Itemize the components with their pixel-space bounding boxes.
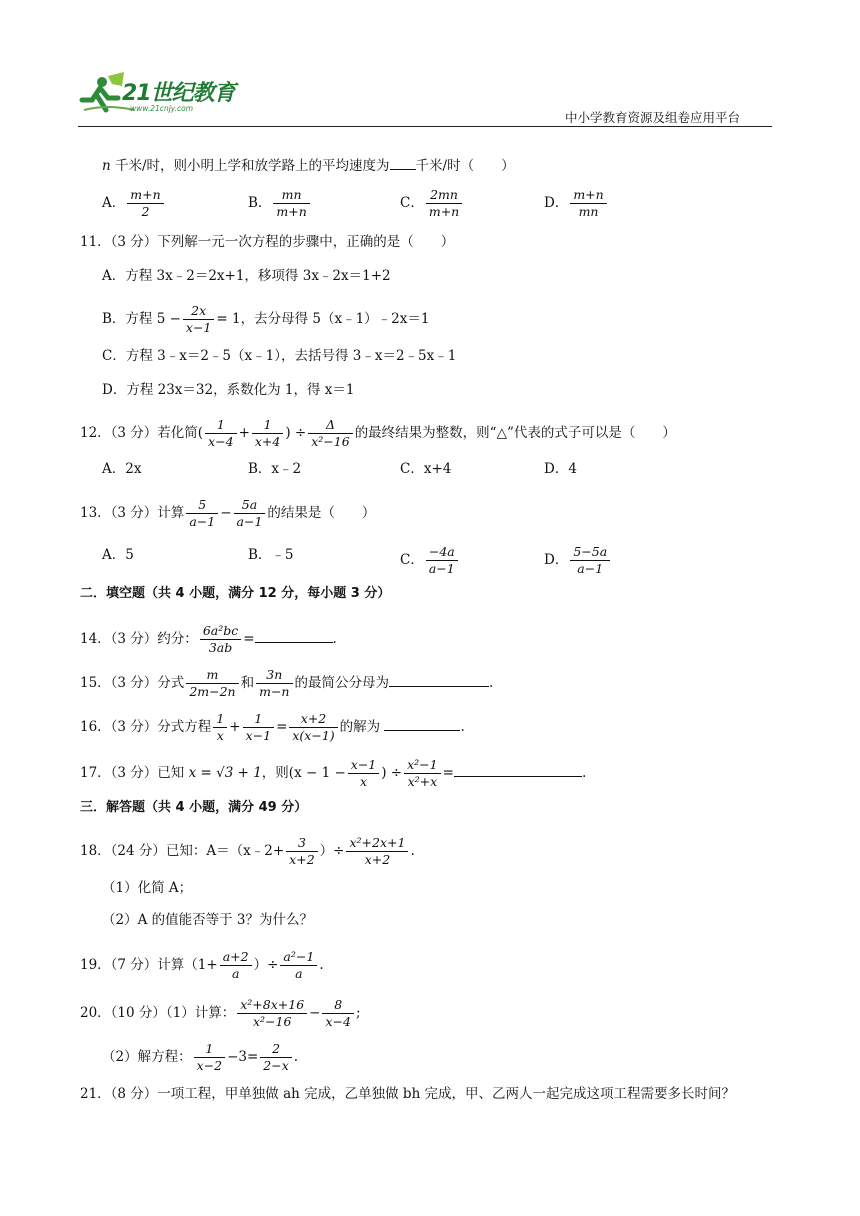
q13-option-a[interactable]: A．5 bbox=[102, 547, 134, 563]
q10-option-b[interactable]: B． $\frac{mn}{m+n}$ bbox=[248, 188, 312, 219]
header-divider bbox=[78, 126, 772, 127]
q21: 21．（8 分）一项工程，甲单独做 ah 完成，乙单独做 bh 完成，甲、乙两人一起完成这项工程需要多长时间？ bbox=[80, 1086, 736, 1102]
q16: 16．（3 分）分式方程 $\frac{1}{x}$ + $\frac{1}{x-1}$ = $\frac{x+2}{x(x-1)}$ 的解为 . bbox=[80, 711, 465, 743]
q12-stem: 12．（3 分）若化简( $\frac{1}{x-4}$ + $\frac{1}{x+4}$ ) ÷ $\frac{\Delta}{\text{x²−16}}$ 的最终结果为整数，则“△”代表的式子可以是（ ） bbox=[80, 417, 676, 449]
q10-option-a[interactable]: A． $\frac{m+n}{2}$ bbox=[102, 188, 166, 219]
q13-option-c[interactable]: C． $\frac{-4a}{a-1}$ bbox=[400, 545, 460, 576]
q11-option-b[interactable]: B．方程 5 − $\frac{2x}{x-1}$ = 1，去分母得 5（x﹣1）﹣2x＝1 bbox=[102, 303, 430, 335]
q11-option-a[interactable]: A．方程 3x﹣2＝2x+1，移项得 3x﹣2x＝1+2 bbox=[102, 268, 391, 284]
q15-answer-blank[interactable] bbox=[389, 672, 489, 687]
q14-answer-blank[interactable] bbox=[255, 628, 333, 643]
logo-url: www.21cnjy.com bbox=[130, 104, 194, 113]
q10-option-c[interactable]: C． $\frac{2mn}{m+n}$ bbox=[400, 188, 464, 219]
q10-option-d[interactable]: D． $\frac{m+n}{mn}$ bbox=[544, 188, 609, 219]
q17: 17．（3 分）已知 x = √3 + 1，则(x − 1 − $\frac{x-1}{x}$ ) ÷ $\frac{\text{x²−1}}{\text{x²+x}}$ = . bbox=[80, 757, 587, 789]
q18-part-1: （1）化简 A； bbox=[102, 880, 193, 896]
q19: 19．（7 分）计算（1+ $\frac{a+2}{a}$ ）÷ $\frac{\text{a²−1}}{a}$ . bbox=[80, 949, 324, 981]
q14: 14．（3 分）约分： $\frac{\text{6a²bc}}{3ab}$ = . bbox=[80, 623, 337, 655]
logo-text: 21世纪教育 bbox=[122, 81, 235, 106]
q12-option-c[interactable]: C．x+4 bbox=[400, 461, 452, 477]
q11-option-c[interactable]: C．方程 3﹣x＝2﹣5（x﹣1），去括号得 3﹣x＝2﹣5x﹣1 bbox=[102, 348, 457, 364]
platform-name: 中小学教育资源及组卷应用平台 bbox=[564, 110, 740, 125]
q12-option-b[interactable]: B．x﹣2 bbox=[248, 461, 302, 477]
q15: 15．（3 分）分式 $\frac{m}{2m-2n}$ 和 $\frac{3n}{m-n}$ 的最简公分母为 . bbox=[80, 667, 494, 699]
q11-option-d[interactable]: D．方程 23x＝32，系数化为 1，得 x＝1 bbox=[102, 382, 355, 398]
q13-option-d[interactable]: D． $\frac{5-5a}{a-1}$ bbox=[544, 545, 612, 576]
logo bbox=[78, 70, 253, 118]
q10-continuation: n 千米/时，则小明上学和放学路上的平均速度为 千米/时（ ） bbox=[102, 155, 515, 176]
q17-answer-blank[interactable] bbox=[454, 762, 582, 777]
q13-stem: 13．（3 分）计算 $\frac{5}{a-1}$ − $\frac{5a}{a-1}$ 的结果是（ ） bbox=[80, 497, 376, 529]
q13-option-b[interactable]: B．﹣5 bbox=[248, 547, 294, 563]
q16-answer-blank[interactable] bbox=[384, 716, 460, 731]
q18-stem: 18．（24 分）已知：A＝（x﹣2+ $\frac{3}{x+2}$ ）÷ $\frac{\text{x²+2x+1}}{x+2}$ . bbox=[80, 835, 415, 867]
q12-option-a[interactable]: A．2x bbox=[102, 461, 142, 477]
q20-part-2: （2）解方程： $\frac{1}{x-2}$ −3= $\frac{2}{2-x}$ . bbox=[102, 1041, 299, 1073]
section-2-heading: 二．填空题（共 4 小题，满分 12 分，每小题 3 分） bbox=[80, 586, 391, 601]
q18-part-2: （2）A 的值能否等于 3？为什么？ bbox=[102, 912, 314, 928]
q20-part-1: 20．（10 分）（1）计算： $\frac{\text{x²+8x+16}}{\text{x²−16}}$ − $\frac{8}{x-4}$ ; bbox=[80, 997, 361, 1029]
q12-option-d[interactable]: D．4 bbox=[544, 461, 577, 477]
section-3-heading: 三．解答题（共 4 小题，满分 49 分） bbox=[80, 800, 308, 815]
q11-stem: 11．（3 分）下列解一元一次方程的步骤中，正确的是（ ） bbox=[80, 234, 455, 250]
